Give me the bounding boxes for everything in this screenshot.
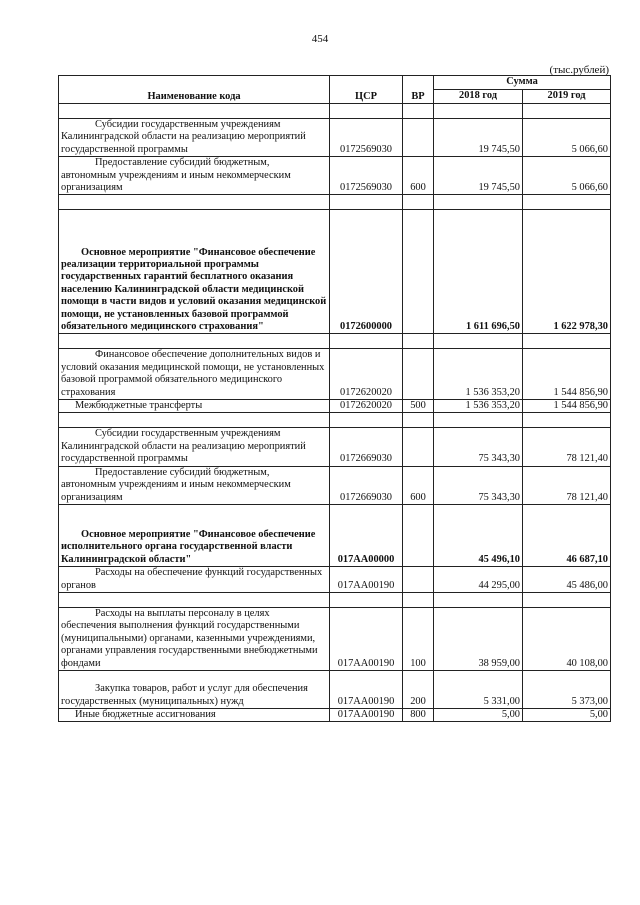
header-csr: ЦСР: [330, 76, 403, 104]
table-row: Межбюджетные трансферты 0172620020 500 1 536 353,20 1 544 856,90: [59, 400, 611, 413]
header-vr: ВР: [403, 76, 434, 104]
spacer-row: [59, 104, 611, 119]
budget-table: [58, 75, 611, 722]
units-label: (тыс.рублей): [549, 64, 609, 76]
page-number: 454: [311, 33, 329, 45]
table-row: Финансовое обеспечение дополнительных видов и условий оказания медицинской помощи, не установленных базовой программой обязательного медицинского страхования 0172620020 1 536 353,20 1 544 856,90: [59, 349, 611, 400]
table-row: Основное мероприятие "Финансовое обеспечение исполнительного органа государственной власти Калининградской области" 017АА00000 45 496,10 46 687,10: [59, 504, 611, 566]
spacer-row: [59, 592, 611, 607]
table-row: Расходы на выплаты персоналу в целях обеспечения выполнения функций государственными (муниципальными) органами, казенными учреждениями, органами управления государственными внебюджетными фондами 017АА00190 100 38 959,00 40 108,00: [59, 607, 611, 670]
table-row: Субсидии государственным учреждениям Калининградской области на реализацию мероприятий государственной программы 0172669030 75 343,30 78 121,40: [59, 428, 611, 466]
table-row: Иные бюджетные ассигнования 017АА00190 800 5,00 5,00: [59, 708, 611, 721]
spacer-row: [59, 195, 611, 210]
table-row: Основное мероприятие "Финансовое обеспечение реализации территориальной программы государственных гарантий бесплатного оказания населению Калининградской области медицинской помощи в части видов и условий оказания медицинской помощи, не установленных базовой программой обязательного медицинского страхования" 0172600000 1 611 696,50 1 622 978,30: [59, 210, 611, 334]
header-2018: 2018 год: [434, 90, 523, 104]
header-2019: 2019 год: [523, 90, 611, 104]
table-row: Предоставление субсидий бюджетным, автономным учреждениям и иным некоммерческим организациям 0172569030 600 19 745,50 5 066,60: [59, 157, 611, 195]
header-sum: Сумма: [434, 76, 611, 90]
table-row: Предоставление субсидий бюджетным, автономным учреждениям и иным некоммерческим организациям 0172669030 600 75 343,30 78 121,40: [59, 466, 611, 504]
table-row: Расходы на обеспечение функций государственных органов 017АА00190 44 295,00 45 486,00: [59, 566, 611, 592]
spacer-row: [59, 413, 611, 428]
header-name: Наименование кода: [59, 76, 330, 104]
spacer-row: [59, 334, 611, 349]
table-row: Субсидии государственным учреждениям Калининградской области на реализацию мероприятий государственной программы 0172569030 19 745,50 5 066,60: [59, 119, 611, 157]
table-row: Закупка товаров, работ и услуг для обеспечения государственных (муниципальных) нужд 017АА00190 200 5 331,00 5 373,00: [59, 670, 611, 708]
